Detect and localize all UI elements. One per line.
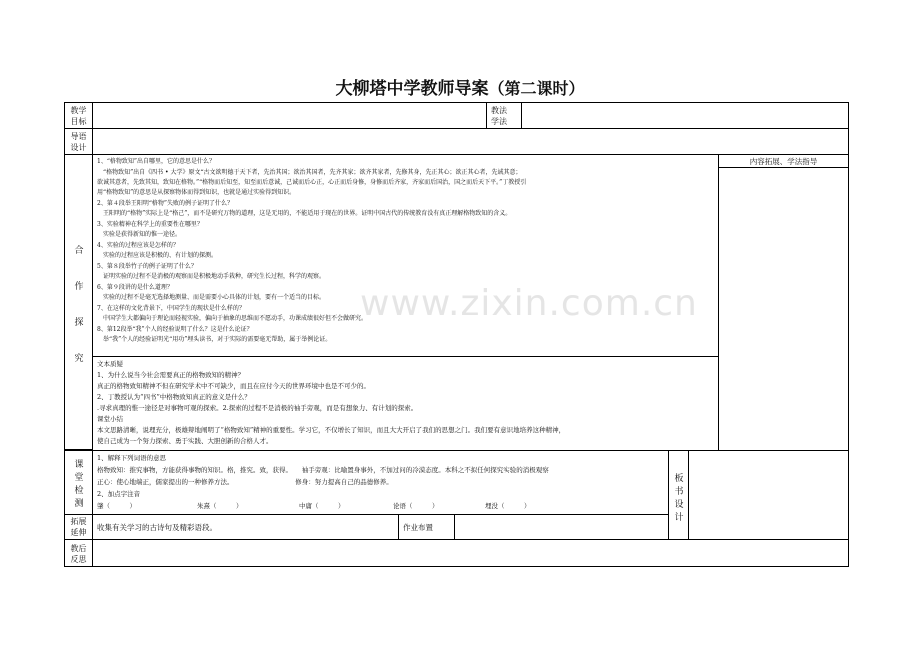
extension-label-line1: 拓展 xyxy=(70,517,87,526)
method-label-cell xyxy=(486,102,522,129)
homework-label: 作业布置 xyxy=(403,523,433,532)
explore-line: 欲诚其意者，先致其知，致知在格物。”“格物而后知至，知至而后意诚，己诚而后心正，心正而后身修，身修而后齐家，齐家而后国治，国之而后天下平。”丁教授引 xyxy=(97,179,527,186)
reflection-label-line2: 反思 xyxy=(70,555,87,564)
explore-line: 举“我”个人的经验证明光“用功”埋头读书，对于实际的需要毫无帮助，属于举例论证。 xyxy=(97,336,332,343)
intro-label-line2: 设计 xyxy=(70,143,87,152)
goal-label-line1: 教学 xyxy=(70,106,87,115)
method-content-cell[interactable] xyxy=(521,102,849,129)
goal-content-cell[interactable] xyxy=(92,102,487,129)
test-line: 2、加点字注音 xyxy=(97,490,141,498)
title-sub: （第二课时） xyxy=(488,79,585,98)
summary-line: 2、丁教授认为“四书”中格物致知真正的意义是什么？ xyxy=(97,393,251,401)
extension-content-cell xyxy=(92,514,399,540)
method-label-line2: 学法 xyxy=(491,117,507,126)
explore-line: 4、实验的过程应该是怎样的？ xyxy=(97,242,179,249)
explore-line: 7、在这样的文化背景下，中国学生的现状是什么样的？ xyxy=(97,305,245,312)
explore-line: “格物致知”出自《四书 • 大学》原文“古文欲明德于天下者，先治其国；欲治其国者，先齐其家；欲齐其家者，先修其身，先正其心；欲正其心者，先诚其意； xyxy=(97,169,522,176)
intro-label-cell xyxy=(64,128,93,155)
extension-label-line2: 延伸 xyxy=(70,528,87,537)
goal-label-line2: 目标 xyxy=(70,117,87,126)
explore-line: 5、第８段举竹子的例子证明了什么？ xyxy=(97,263,197,270)
extension-label xyxy=(65,516,92,538)
summary-line: 1、为什么说当今社会需要真正的格物致知的精神？ xyxy=(97,371,245,379)
pinyin-item[interactable]: 埋没（ ） xyxy=(485,502,531,510)
test-content-cell xyxy=(92,450,669,515)
explore-summary-cell xyxy=(92,356,719,451)
homework-label-cell xyxy=(398,514,455,540)
explore-line: 8、第12段举“我”个人的经验说明了什么？这是什么论证？ xyxy=(97,326,253,333)
explore-line: 3、实验精神在科学上的重要性在哪里？ xyxy=(97,221,203,228)
extension-header-cell xyxy=(718,154,849,168)
extension-label-cell xyxy=(64,514,93,540)
test-label-2: 堂 xyxy=(74,473,84,483)
explore-line: 用“格物致知”的意思是从探察物体而得到知识，也就是通过实验得到知识。 xyxy=(97,189,296,196)
summary-line: 使自己成为一个努力探索、勇于实践、大胆创新的合格人才。 xyxy=(97,437,273,445)
pinyin-item[interactable]: 肇（ ） xyxy=(97,502,136,510)
title-main: 大柳塔中学教师导案 xyxy=(335,79,489,99)
explore-label-3: 探 xyxy=(74,318,84,328)
board-content-cell[interactable] xyxy=(688,450,849,540)
summary-line: 文本质疑 xyxy=(97,360,123,368)
explore-line: 6、第９段讲的是什么道理？ xyxy=(97,284,173,291)
explore-line: 实验的过程应该是积极的、有计划的探测。 xyxy=(97,252,218,259)
intro-label xyxy=(65,131,92,153)
reflection-content-cell[interactable] xyxy=(92,539,849,567)
page-title xyxy=(0,74,920,99)
reflection-label-cell xyxy=(64,539,93,567)
test-label-3: 检 xyxy=(74,486,84,496)
intro-content-cell[interactable] xyxy=(92,128,849,155)
extension-text: 收集有关学习的古诗句及精彩语段。 xyxy=(97,523,217,532)
test-line: 1、解释下列词语的意思 xyxy=(97,454,167,462)
explore-label-4: 究 xyxy=(74,354,84,364)
explore-line: 2、第４段举王阳明“格物”失败的例子证明了什么？ xyxy=(97,200,233,207)
test-line: 格物致知：推究事物，方能获得事物的知识。格，推究。致，获得。 袖手旁观：比喻置身事外，不加过问的冷漠态度。本科之不拟任何探究实验的消极观察 xyxy=(97,466,549,474)
summary-line: 真正的格物致知精神不但在研究学术中不可缺少，而且在应付今天的世界环境中也是不可少的。 xyxy=(97,382,370,390)
explore-content-cell xyxy=(92,154,719,357)
reflection-label-line1: 教后 xyxy=(70,544,87,553)
homework-content-cell[interactable] xyxy=(454,514,669,540)
test-label-1: 课 xyxy=(74,460,84,470)
goal-label-cell xyxy=(64,102,93,129)
test-label-4: 测 xyxy=(74,499,84,509)
method-label-line1: 教法 xyxy=(491,106,507,115)
explore-label-1: 合 xyxy=(74,246,84,256)
explore-line: 实验的过程不是毫无选择地测量、而是需要小心具体的计划，要有一个适当的目标。 xyxy=(97,294,326,301)
extension-notes-cell[interactable] xyxy=(718,167,849,451)
pinyin-item[interactable]: 朱熹（ ） xyxy=(197,502,243,510)
explore-line: 证明实验的过程不是消极的观察而是积极地动手栽种，研究生长过程，科学的观察。 xyxy=(97,273,326,280)
pinyin-item[interactable]: 中庸（ ） xyxy=(299,502,345,510)
summary-line: 本文思路清晰，说理充分，极雄辩地阐明了“格物致知”精神的重要性。学习它，不仅增长了知识，而且大大开启了我们的思想之门。我们要有意识地培养这种精神， xyxy=(97,426,566,434)
intro-label-line1: 导语 xyxy=(70,132,87,141)
summary-line: .寻求真理的惟一途径是对事物可观的探索。2.探索的过程不是消极的袖手旁观，而是有想象力、有计划的探索。 xyxy=(97,404,418,412)
goal-label xyxy=(65,105,92,127)
explore-line: 1、“格物致知”出自哪里，它的意思是什么？ xyxy=(97,158,215,165)
board-label-3: 设 xyxy=(674,500,684,510)
board-label-1: 板 xyxy=(674,474,684,484)
explore-line: 中国学生大都偏向于理论而轻视实验，偏向于抽象的思维而不愿动手，功课成绩很好但不会做研究。 xyxy=(97,315,368,322)
explore-label-2: 作 xyxy=(74,282,84,292)
board-label-4: 计 xyxy=(674,513,684,523)
extension-header: 内容拓展、学法指导 xyxy=(749,157,818,166)
test-label-cell xyxy=(64,450,93,515)
pinyin-item[interactable]: 论语（ ） xyxy=(393,502,439,510)
board-label-2: 书 xyxy=(674,487,684,497)
explore-label-cell xyxy=(64,154,93,450)
board-label-cell xyxy=(668,450,689,540)
test-line: 正心：使心地端正，儒家提出的一种修养方法。 修身：努力提高自己的品德修养。 xyxy=(97,478,393,486)
method-label xyxy=(487,105,519,127)
summary-line: 课堂小结 xyxy=(97,415,123,423)
reflection-label xyxy=(65,543,92,565)
explore-line: 王阳明的“格物”实际上是“格己”，而不是研究万物的道理，这是无用的，不能适用于现在的世界。证明中国古代的传统教育没有真正理解格物致知的含义。 xyxy=(97,210,512,217)
explore-line: 实验是获得新知的惟一途径。 xyxy=(97,231,182,238)
watermark: www.zixin.com.cn xyxy=(360,283,698,324)
